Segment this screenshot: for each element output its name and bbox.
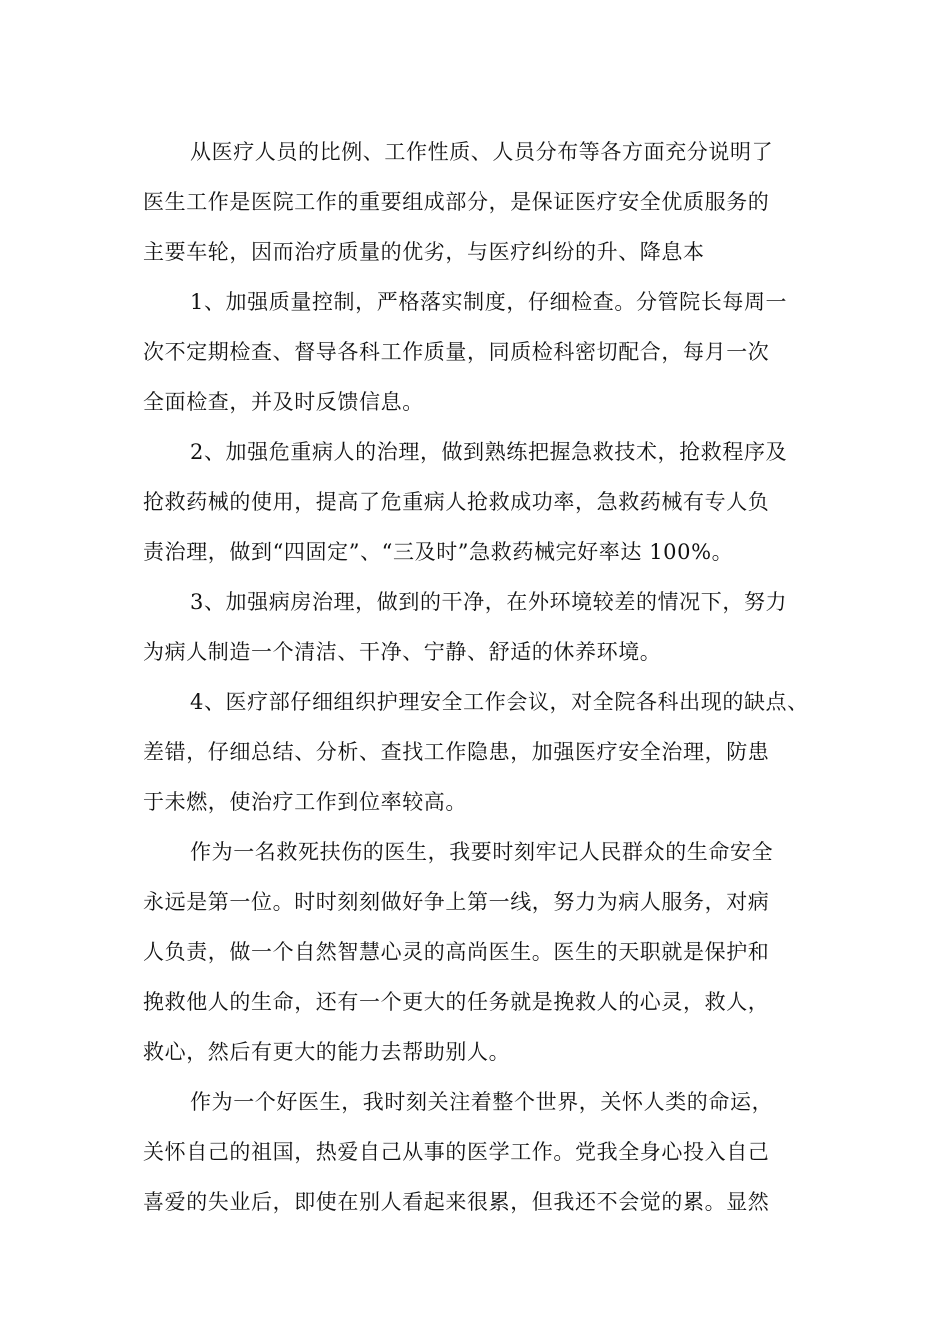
text-line: 为病人制造一个清洁、干净、宁静、舒适的休养环境。: [143, 640, 662, 664]
text-line: 救心，然后有更大的能力去帮助别人。: [143, 1040, 511, 1064]
text-line: 喜爱的失业后，即使在别人看起来很累，但我还不会觉的累。显然: [143, 1190, 770, 1214]
text-line: 医生工作是医院工作的重要组成部分，是保证医疗安全优质服务的: [143, 190, 770, 214]
text-line: 4、医疗部仔细组织护理安全工作会议，对全院各科出现的缺点、: [190, 690, 809, 714]
text-line: 责治理，做到“四固定”、“三及时”急救药械完好率达 100%。: [143, 540, 734, 564]
text-line: 作为一个好医生，我时刻关注着整个世界，关怀人类的命运，: [190, 1090, 774, 1114]
paragraph-item-4: [143, 682, 823, 832]
text-line: 作为一名救死扶伤的医生，我要时刻牢记人民群众的生命安全: [190, 840, 774, 864]
paragraph-intro: [143, 132, 823, 282]
paragraph-doctor-duty: [143, 832, 823, 1082]
body-text: [143, 132, 823, 1232]
paragraph-item-2: [143, 432, 823, 582]
text-line: 差错，仔细总结、分析、查找工作隐患，加强医疗安全治理，防患: [143, 740, 770, 764]
text-line: 1、加强质量控制，严格落实制度，仔细检查。分管院长每周一: [190, 290, 788, 314]
text-line: 3、加强病房治理，做到的干净，在外环境较差的情况下，努力: [190, 590, 788, 614]
paragraph-item-1: [143, 282, 823, 432]
paragraph-good-doctor: [143, 1082, 823, 1232]
paragraph-item-3: [143, 582, 823, 682]
text-line: 永远是第一位。时时刻刻做好争上第一线，努力为病人服务，对病: [143, 890, 770, 914]
text-line: 关怀自己的祖国，热爱自己从事的医学工作。党我全身心投入自己: [143, 1140, 770, 1164]
text-line: 2、加强危重病人的治理，做到熟练把握急救技术，抢救程序及: [190, 440, 788, 464]
text-line: 人负责，做一个自然智慧心灵的高尚医生。医生的天职就是保护和: [143, 940, 770, 964]
text-line: 挽救他人的生命，还有一个更大的任务就是挽救人的心灵，救人，: [143, 990, 770, 1014]
text-line: 抢救药械的使用，提高了危重病人抢救成功率，急救药械有专人负: [143, 490, 770, 514]
text-line: 主要车轮，因而治疗质量的优劣，与医疗纠纷的升、降息本: [143, 240, 705, 264]
text-line: 于未燃，使治疗工作到位率较高。: [143, 790, 467, 814]
text-line: 次不定期检查、督导各科工作质量，同质检科密切配合，每月一次: [143, 340, 770, 364]
text-line: 从医疗人员的比例、工作性质、人员分布等各方面充分说明了: [190, 140, 774, 164]
text-line: 全面检查，并及时反馈信息。: [143, 390, 424, 414]
